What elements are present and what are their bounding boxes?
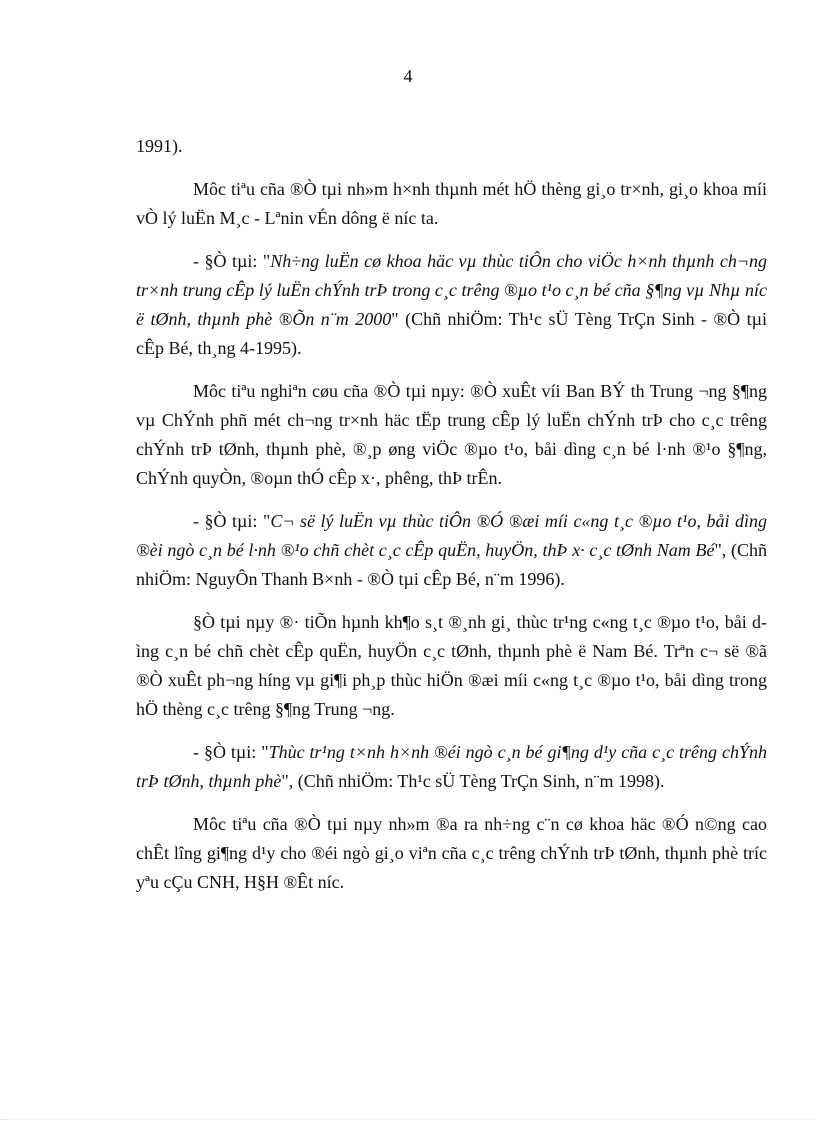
paragraph-project-1 [136, 247, 767, 363]
project-lead: - §Ò tµi: " [193, 251, 271, 271]
project-details: ", (Chñ nhiÖm: NguyÔn Thanh B×nh - ®Ò tµi cÊp Bé, n¨m 1996). [136, 540, 767, 589]
paragraph-survey: §Ò tµi nµy ®· tiÕn hµnh kh¶o s¸t ®¸nh gi¸ thùc tr¹ng c«ng t¸c ®µo t¹o, båi dìng c¸n bé chñ chèt cÊp quËn, huyÖn c¸c tØnh, thµnh phè ë Nam Bé. Trªn c¬ së ®ã ®Ò xuÊt ph¬ng híng vµ gi¶i ph¸p thùc hiÖn ®æi míi c«ng t¸c ®µo t¹o, båi dìng trong hÖ thèng c¸c trêng §¶ng Trung ¬ng. [136, 612, 767, 719]
page-number: 4 [403, 66, 413, 86]
project-details: ", (Chñ nhiÖm: Th¹c sÜ Tèng TrÇn Sinh, n¨m 1998). [281, 771, 665, 791]
paragraph-project-3 [136, 738, 767, 796]
page-bottom-rule [0, 1119, 816, 1120]
paragraph-objective-3: Môc tiªu cña ®Ò tµi nµy nh»m ®a ra nh÷ng c¨n cø khoa häc ®Ó n©ng cao chÊt lîng gi¶ng d¹y cho ®éi ngò gi¸o viªn cña c¸c trêng chÝnh trÞ tØnh, thµnh phè tríc yªu cÇu CNH, H§H ®Êt níc. [136, 814, 767, 892]
paragraph-objective-1: Môc tiªu cña ®Ò tµi nh»m h×nh thµnh mét hÖ thèng gi¸o tr×nh, gi¸o khoa míi vÒ lý luËn M¸c - Lªnin vÉn dông ë níc ta. [136, 179, 767, 228]
project-title: C¬ së lý luËn vµ thùc tiÔn ®Ó ®æi míi c«ng t¸c ®µo t¹o, båi dìng ®èi ngò c¸n bé l·nh ®¹o chñ chèt c¸c cÊp quËn, huyÖn, thÞ x· c¸c tØnh Nam Bé [136, 511, 768, 560]
project-lead: - §Ò tµi: " [193, 742, 269, 762]
paragraph-project-2 [136, 507, 767, 594]
project-lead: - §Ò tµi: " [193, 511, 271, 531]
project-title: Thùc tr¹ng t×nh h×nh ®éi ngò c¸n bé gi¶ng d¹y cña c¸c trêng chÝnh trÞ tØnh, thµnh phè [136, 742, 767, 791]
paragraph-continuation: 1991). [136, 136, 183, 156]
paragraph-objective-2: Môc tiªu nghiªn cøu cña ®Ò tµi nµy: ®Ò xuÊt víi Ban BÝ th Trung ¬ng §¶ng vµ ChÝnh phñ mét ch¬ng tr×nh häc tËp trung cÊp lý luËn chÝnh trÞ cho c¸c trêng chÝnh trÞ tØnh, thµnh phè, ®¸p øng viÖc ®µo t¹o, båi dìng c¸n bé l·nh ®¹o §¶ng, ChÝnh quyÒn, ®oµn thÓ cÊp x·, phêng, thÞ trÊn. [136, 381, 767, 488]
document-body [136, 132, 767, 911]
project-title: Nh÷ng luËn cø khoa häc vµ thùc tiÔn cho viÖc h×nh thµnh ch¬ng tr×nh trung cÊp lý luËn chÝnh trÞ trong c¸c trêng ®µo t¹o c¸n bé cña §¶ng vµ Nhµ níc ë tØnh, thµnh phè ®Õn n¨m 2000 [136, 251, 768, 329]
project-details: " (Chñ nhiÖm: Th¹c sÜ Tèng TrÇn Sinh - ®Ò tµi cÊp Bé, th¸ng 4-1995). [136, 309, 767, 358]
